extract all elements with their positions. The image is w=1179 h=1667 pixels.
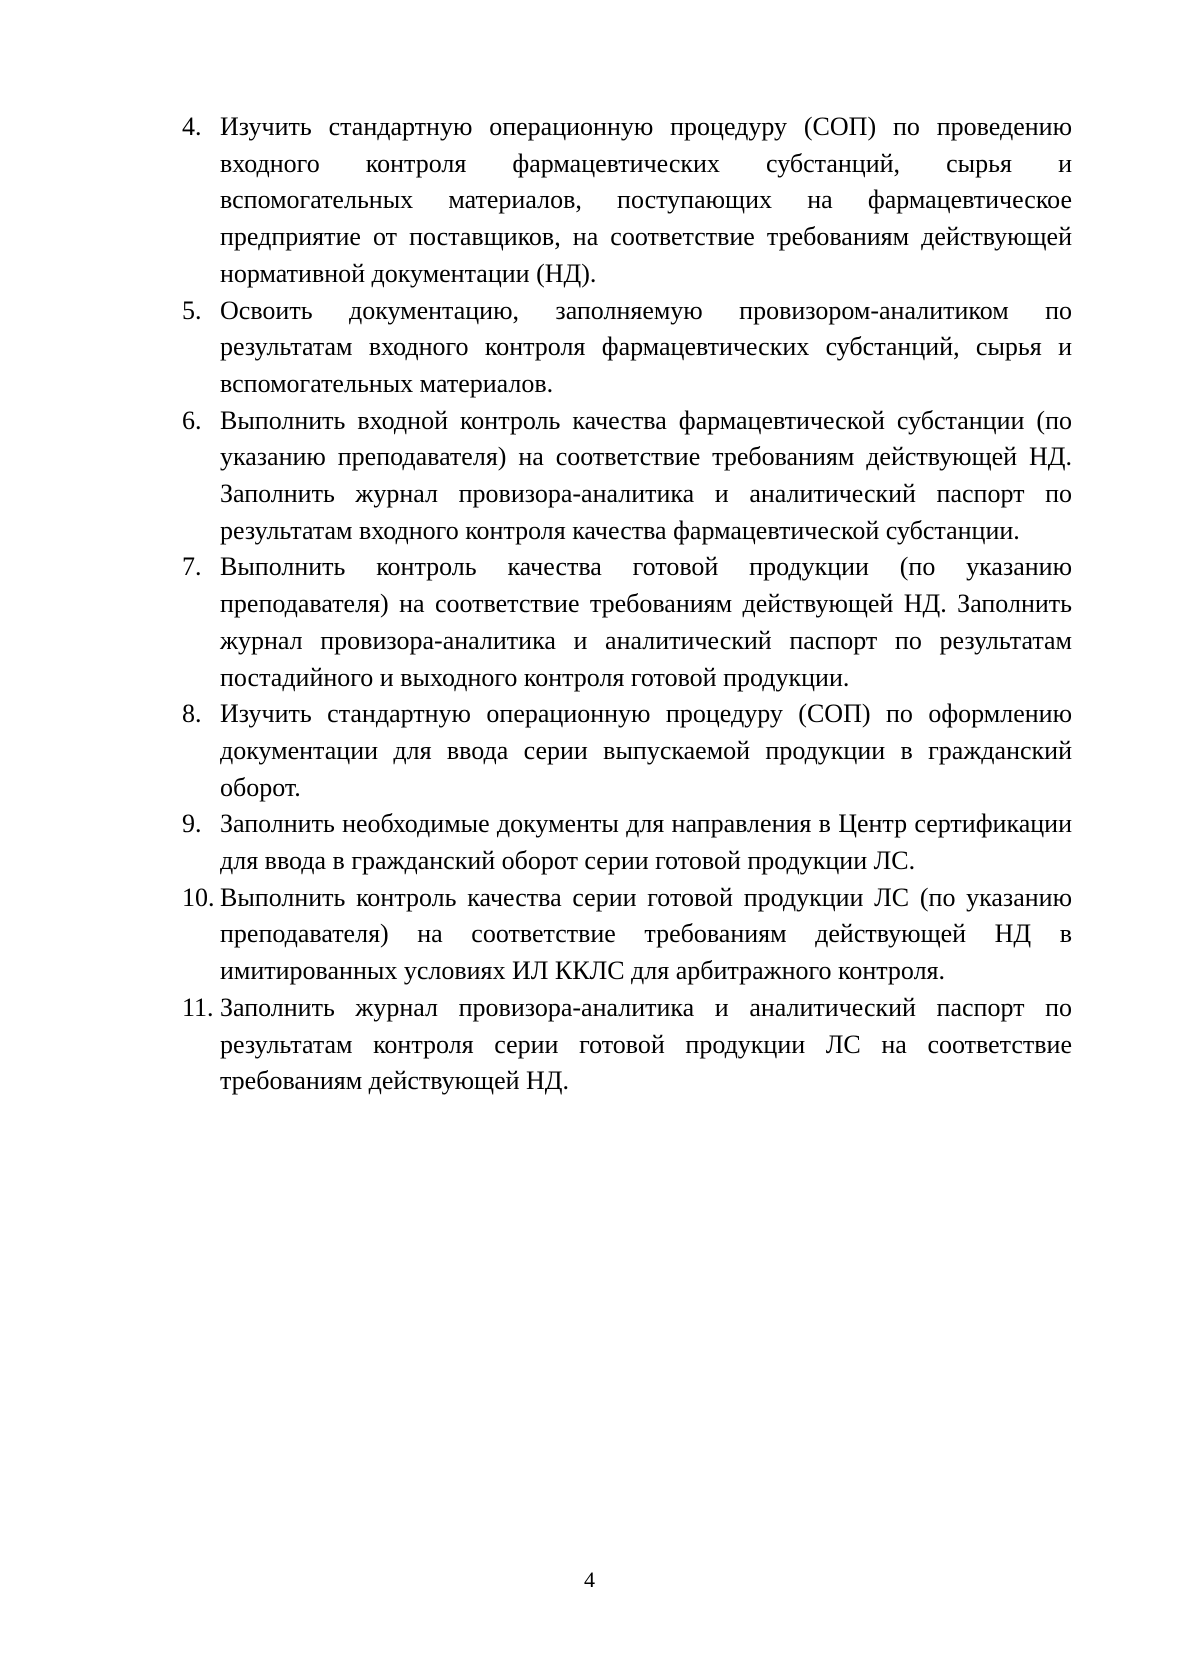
list-item-number: 6. — [182, 405, 202, 435]
list-item-number: 10. — [182, 882, 215, 912]
list-item-4 — [182, 109, 1072, 293]
list-item-9 — [182, 806, 1072, 879]
list-item-number: 11. — [182, 992, 214, 1022]
list-item-number: 4. — [182, 112, 202, 141]
list-item-text: Освоить документацию, заполняемую провизором-аналитиком по результатам входного контроля фармацевтических субстанций, сырья и вспомогательных материалов. — [220, 295, 1072, 398]
list-item-text: Заполнить необходимые документы для направления в Центр сертификации для ввода в гражданский оборот серии готовой продукции ЛС. — [220, 809, 1072, 876]
list-item-text: Заполнить журнал провизора-аналитика и аналитический паспорт по результатам контроля серии готовой продукции ЛС на соответствие требованиям действующей НД. — [220, 992, 1072, 1096]
page-number: 4 — [584, 1567, 595, 1592]
list-item-6 — [182, 403, 1072, 550]
list-item-number: 9. — [182, 809, 202, 839]
list-item-5 — [182, 293, 1072, 403]
task-list — [182, 109, 1072, 1100]
list-item-number: 8. — [182, 699, 202, 729]
list-item-number: 5. — [182, 295, 202, 325]
list-item-text: Изучить стандартную операционную процедуру (СОП) по оформлению документации для ввода серии выпускаемой продукции в гражданский оборот. — [220, 699, 1072, 802]
list-item-11 — [182, 990, 1072, 1100]
list-item-number: 7. — [182, 552, 202, 582]
list-item-text: Выполнить контроль качества серии готовой продукции ЛС (по указанию преподавателя) на соответствие требованиям действующей НД в имитированных условиях ИЛ ККЛС для арбитражного контроля. — [220, 882, 1072, 986]
list-item-text: Выполнить контроль качества готовой продукции (по указанию преподавателя) на соответствие требованиям действующей НД. Заполнить журнал провизора-аналитика и аналитический паспорт по результатам постадийного и выходного контроля готовой продукции. — [220, 552, 1072, 692]
list-item-7 — [182, 549, 1072, 696]
list-item-text: Выполнить входной контроль качества фармацевтической субстанции (по указанию преподавателя) на соответствие требованиям действующей НД. Заполнить журнал провизора-аналитика и аналитический паспорт по результатам входного контроля качества фармацевтической субстанции. — [220, 405, 1072, 545]
list-item-text: Изучить стандартную операционную процедуру (СОП) по проведению входного контроля фармацевтических субстанций, сырья и вспомогательных материалов, поступающих на фармацевтическое предприятие от поставщиков, на соответствие требованиям действующей нормативной документации (НД). — [220, 112, 1072, 288]
list-item-10 — [182, 880, 1072, 990]
list-item-8 — [182, 696, 1072, 806]
